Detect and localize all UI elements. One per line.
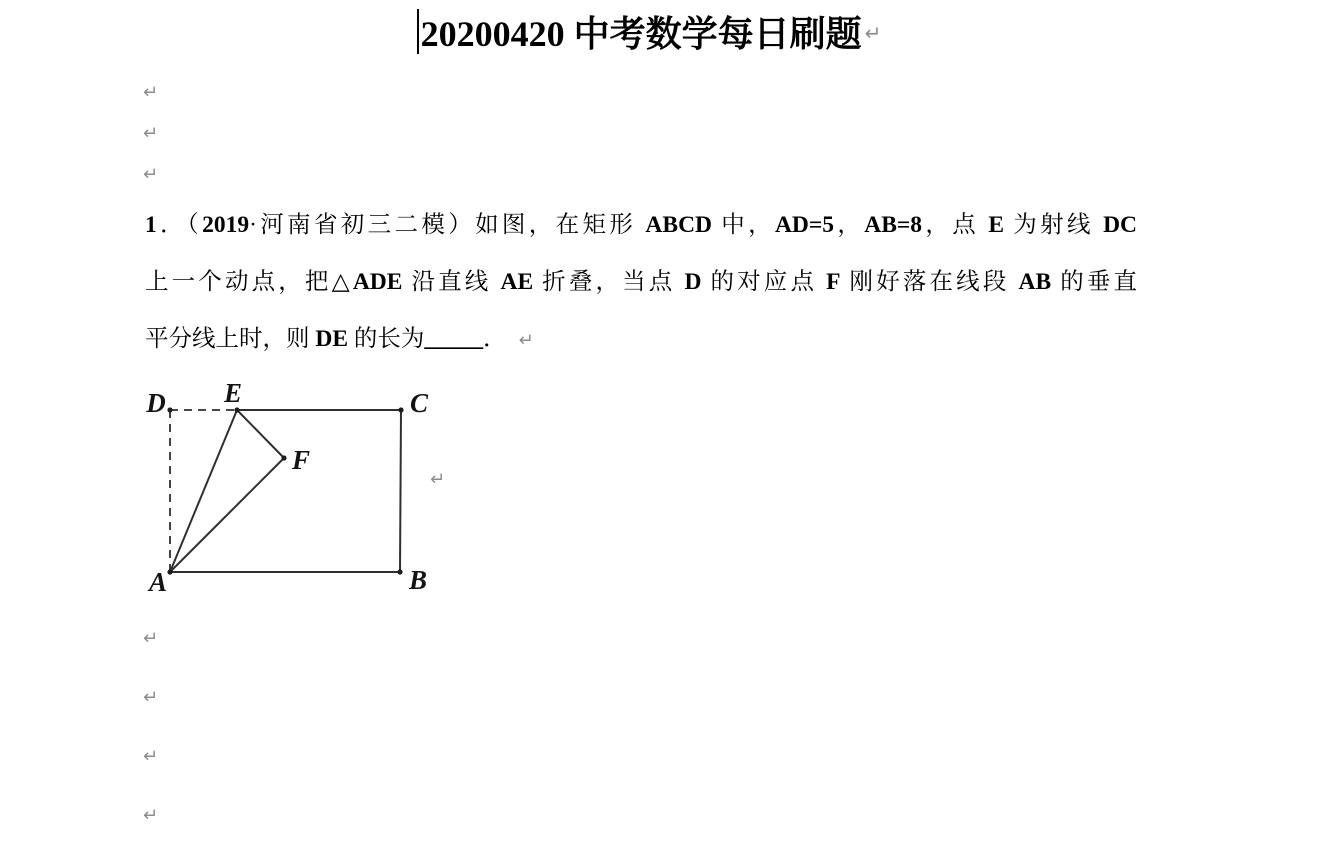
paragraph-mark-icon: ↵ [143, 687, 159, 708]
problem-text-line[interactable]: 平分线上时，则 DE 的长为_____． ↵ [145, 326, 534, 352]
vertex-label-C: C [409, 388, 429, 418]
paragraph-mark-icon: ↵ [143, 628, 159, 649]
empty-paragraph[interactable] [143, 72, 158, 113]
vertex-label-E: E [223, 380, 243, 408]
side-CB [400, 410, 401, 572]
empty-paragraph-group-top [143, 72, 158, 195]
vertex-dot-E [234, 407, 239, 412]
document-title-row [0, 8, 1314, 59]
empty-paragraph[interactable] [143, 668, 158, 727]
problem-text-line[interactable]: 1．（2019·河南省初三二模）如图，在矩形 ABCD 中，AD=5，AB=8，点 E 为射线 DC [145, 212, 1137, 238]
empty-paragraph[interactable] [143, 609, 158, 668]
vertex-dot-B [397, 569, 402, 574]
empty-paragraph[interactable] [143, 113, 158, 154]
vertex-dot-C [398, 407, 403, 412]
paragraph-mark-icon: ↵ [143, 82, 159, 103]
vertex-label-F: F [291, 445, 311, 475]
paragraph-mark-icon: ↵ [143, 805, 159, 826]
problem-paragraph [145, 197, 1137, 368]
empty-paragraph[interactable] [143, 786, 158, 845]
paragraph-mark-icon: ↵ [430, 469, 446, 490]
paragraph-mark-icon: ↵ [518, 330, 534, 351]
vertex-label-B: B [408, 565, 428, 595]
geometry-figure[interactable] [145, 380, 440, 605]
text-cursor [417, 9, 419, 54]
paragraph-mark-icon: ↵ [864, 21, 882, 45]
fold-line-AE [170, 410, 237, 572]
empty-paragraph-group-bottom [143, 609, 158, 845]
vertex-label-D: D [146, 388, 166, 418]
paragraph-mark-icon: ↵ [143, 746, 159, 767]
empty-paragraph[interactable] [143, 727, 158, 786]
segment-FA [170, 458, 284, 572]
vertex-dot-F [281, 455, 286, 460]
problem-text-line[interactable]: 上一个动点，把△ADE 沿直线 AE 折叠，当点 D 的对应点 F 刚好落在线段 AB 的垂直 [145, 269, 1137, 295]
segment-EF [237, 410, 284, 458]
document-title[interactable]: 20200420 中考数学每日刷题 [420, 14, 862, 54]
paragraph-mark-icon: ↵ [143, 164, 159, 185]
paragraph-mark-icon: ↵ [143, 123, 159, 144]
empty-paragraph[interactable] [143, 154, 158, 195]
vertex-dot-A [167, 569, 172, 574]
vertex-label-A: A [148, 567, 168, 597]
vertex-dot-D [167, 407, 172, 412]
